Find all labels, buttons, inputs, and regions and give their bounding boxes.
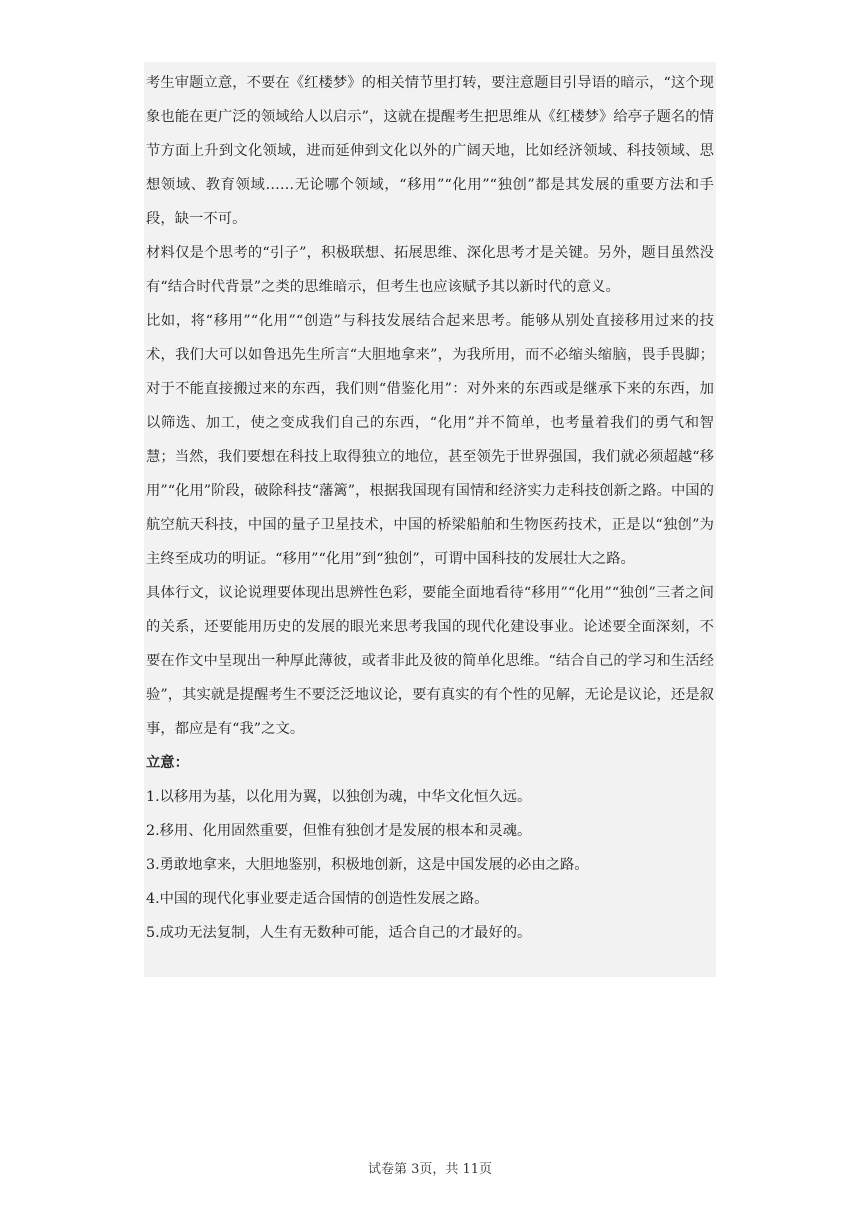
analysis-paragraph-2: 材料仅是个思考的“引子”，积极联想、拓展思维、深化思考才是关键。另外，题目虽然没有“结合时代背景”之类的思维暗示，但考生也应该赋予其以新时代的意义。 <box>146 245 714 295</box>
idea-item-1: 1.以移用为基，以化用为翼，以独创为魂，中华文化恒久远。 <box>146 789 532 805</box>
answer-analysis-box <box>144 62 716 977</box>
analysis-paragraph-3: 比如，将“移用”“化用”“创造”与科技发展结合起来思考。能够从别处直接移用过来的技术，我们大可以如鲁迅先生所言“大胆地拿来”，为我所用，而不必缩头缩脑，畏手畏脚；对于不能直接搬过来的东西，我们则“借鉴化用”：对外来的东西或是继承下来的东西，加以筛选、加工，使之变成我们自己的东西，“化用”并不简单，也考量着我们的勇气和智慧；当然，我们要想在科技上取得独立的地位，甚至领先于世界强国，我们就必须超越“移用”“化用”阶段，破除科技“藩篱”，根据我国现有国情和经济实力走科技创新之路。中国的航空航天科技，中国的量子卫星技术，中国的桥梁船舶和生物医药技术，正是以“独创”为主终至成功的明证。“移用”“化用”到“独创”，可谓中国科技的发展壮大之路。 <box>146 313 714 567</box>
ideas-heading: 立意： <box>146 755 189 771</box>
idea-item-4: 4.中国的现代化事业要走适合国情的创造性发展之路。 <box>146 891 489 907</box>
idea-item-2: 2.移用、化用固然重要，但惟有独创才是发展的根本和灵魂。 <box>146 823 532 839</box>
page-footer: 试卷第 3页，共 11页 <box>367 1162 493 1177</box>
idea-item-3: 3.勇敢地拿来，大胆地鉴别，积极地创新，这是中国发展的必由之路。 <box>146 857 589 873</box>
idea-item-5: 5.成功无法复制，人生有无数种可能，适合自己的才最好的。 <box>146 925 532 941</box>
analysis-paragraph-1: 考生审题立意，不要在《红楼梦》的相关情节里打转，要注意题目引导语的暗示，“这个现象也能在更广泛的领域给人以启示”，这就在提醒考生把思维从《红楼梦》给亭子题名的情节方面上升到文化领域，进而延伸到文化以外的广阔天地，比如经济领域、科技领域、思想领域、教育领域……无论哪个领域，“移用”“化用”“独创”都是其发展的重要方法和手段，缺一不可。 <box>146 75 714 227</box>
analysis-paragraph-4: 具体行文，议论说理要体现出思辨性色彩，要能全面地看待“移用”“化用”“独创”三者之间的关系，还要能用历史的发展的眼光来思考我国的现代化建设事业。论述要全面深刻，不要在作文中呈现出一种厚此薄彼，或者非此及彼的简单化思维。“结合自己的学习和生活经验”，其实就是提醒考生不要泛泛地议论，要有真实的有个性的见解，无论是议论，还是叙事，都应是有“我”之文。 <box>146 585 714 737</box>
